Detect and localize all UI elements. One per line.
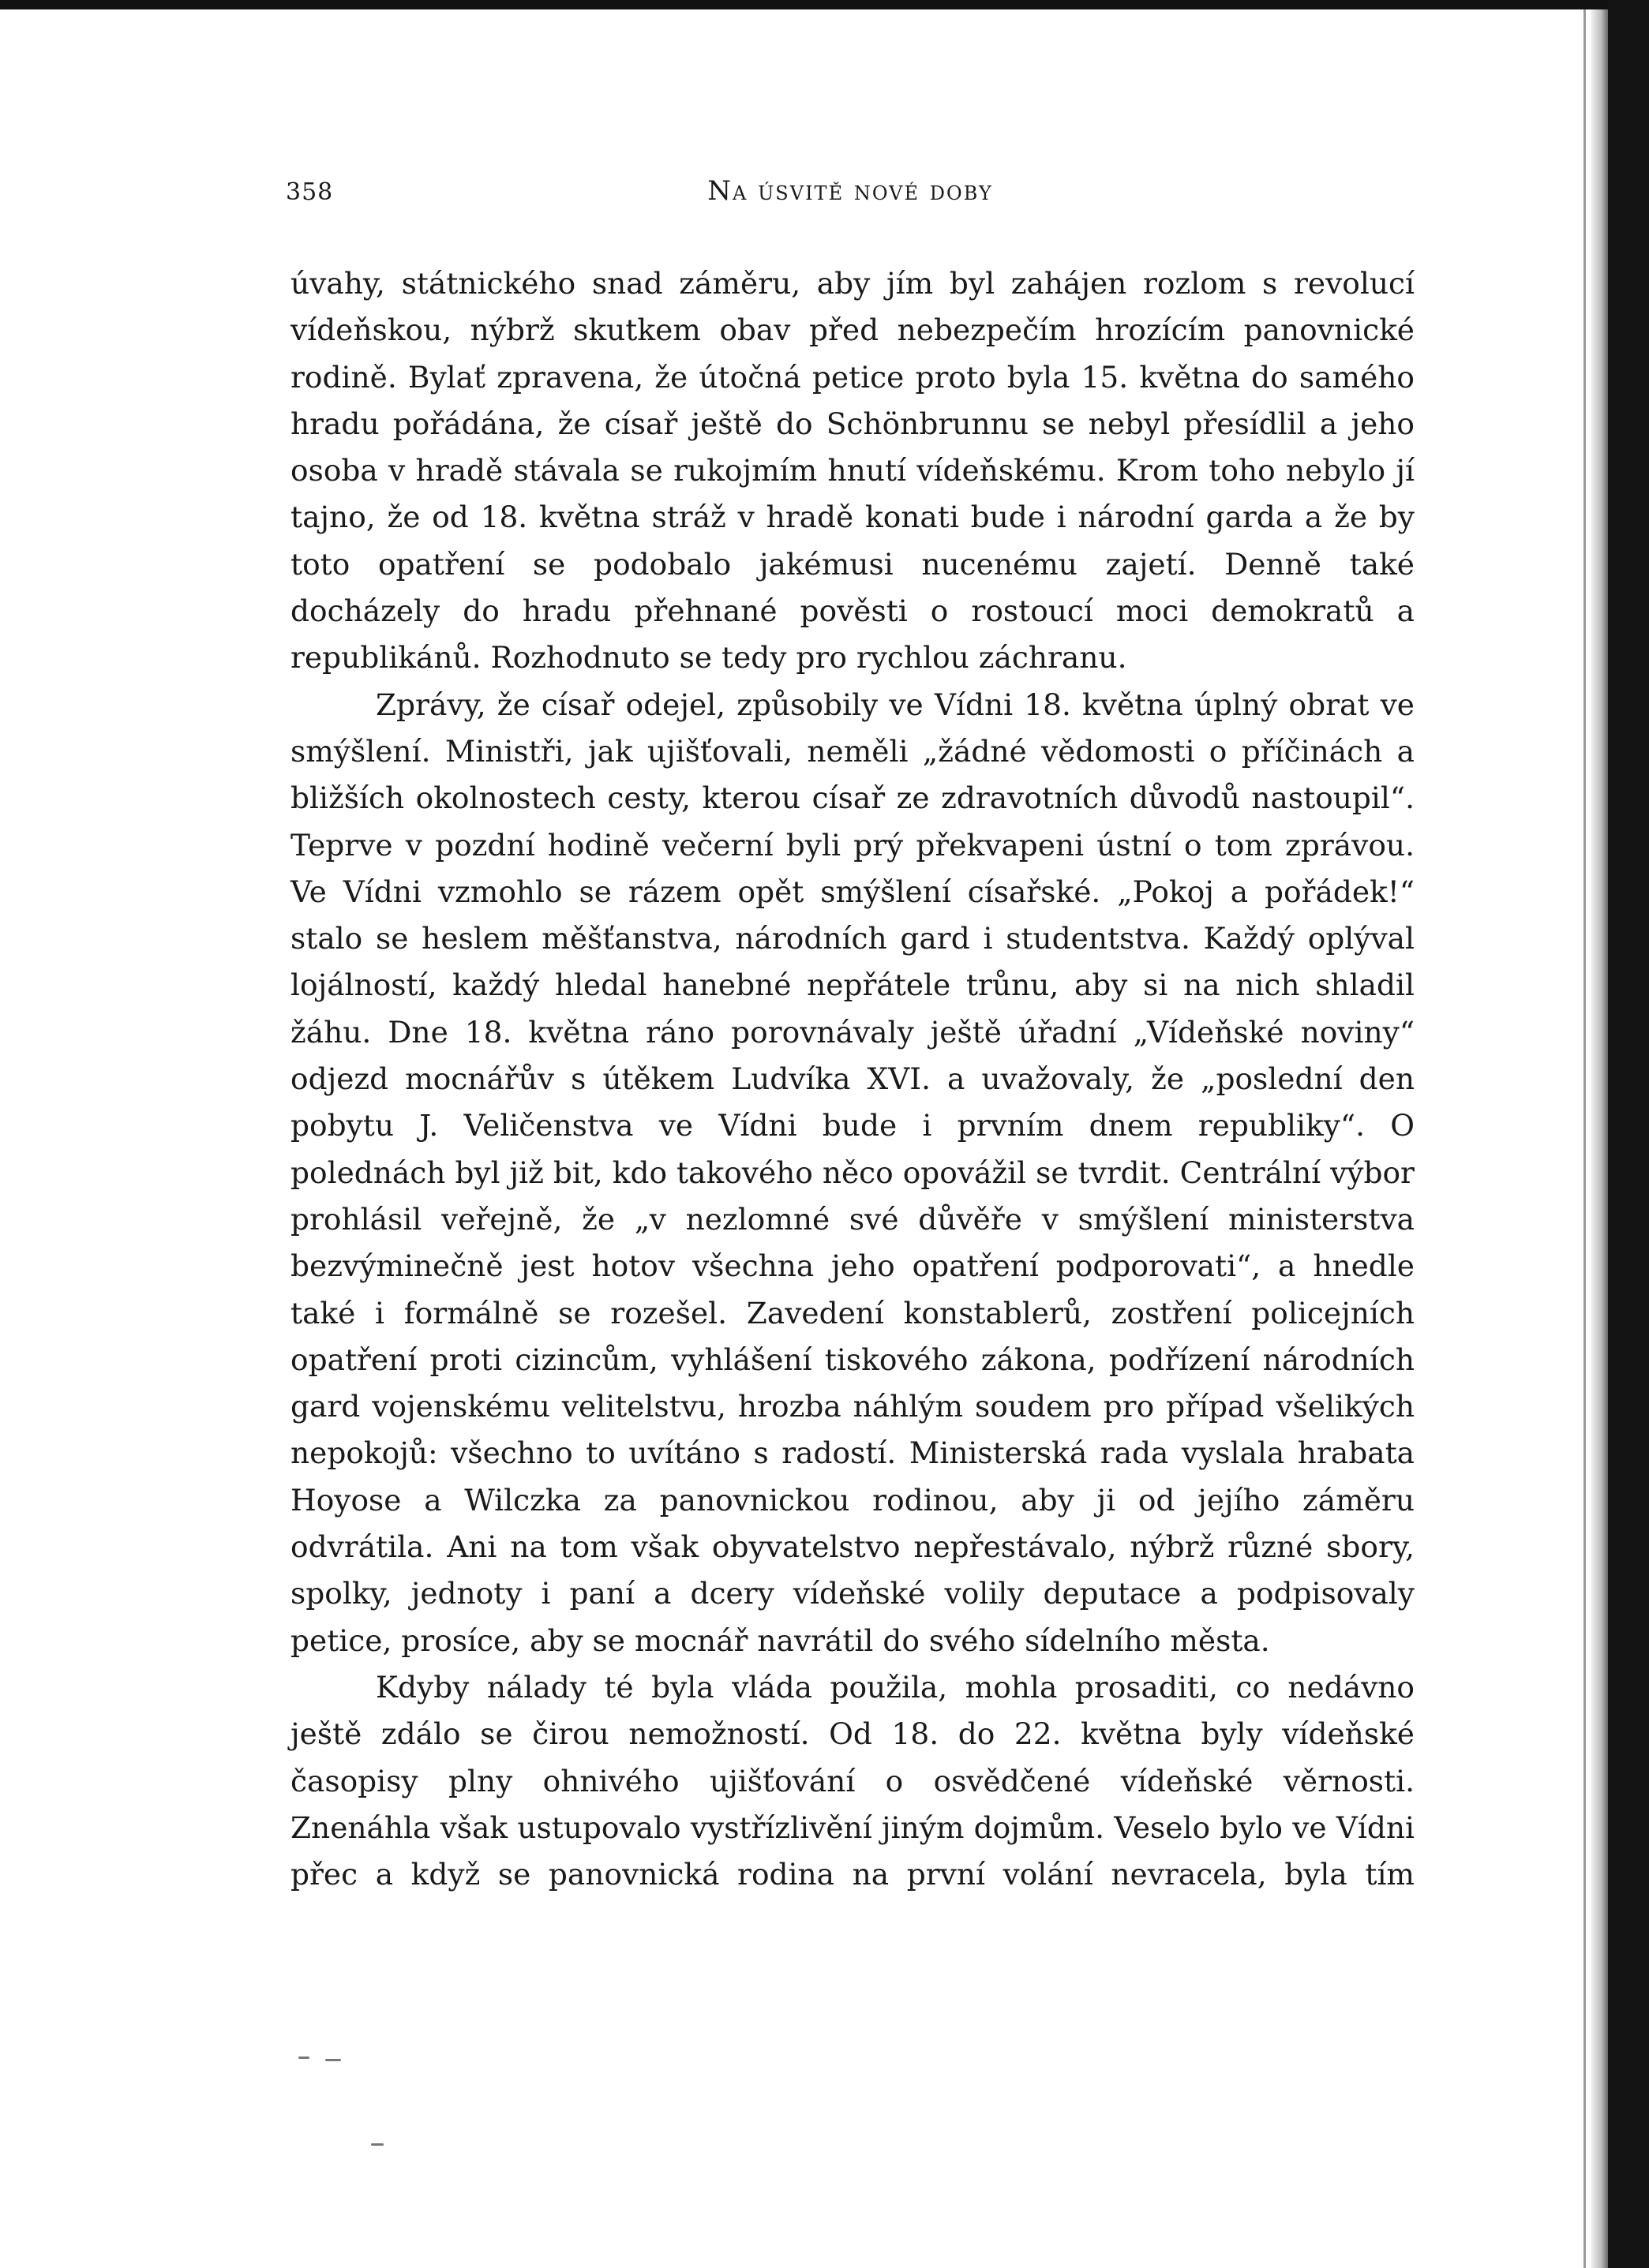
scan-smudge	[298, 2057, 309, 2059]
scan-right-border	[1608, 0, 1649, 2268]
body-text	[290, 260, 1415, 1898]
page-edge-line	[1583, 9, 1586, 2268]
scan-top-border	[0, 0, 1649, 9]
page-edge-shadow	[1591, 9, 1608, 2268]
scan-smudge	[371, 2143, 384, 2146]
page-header	[286, 172, 1415, 211]
paragraph: Kdyby nálady té byla vláda použila, mohla prosaditi, co nedávno ještě zdálo se čirou nemožností. Od 18. do 22. května byly vídeňské časopisy plny ohnivého ujišťování o osvědčené vídeňské věrnosti. Znenáhla však ustupovalo vystřízlivění jiným dojmům. Veselo bylo ve Vídni přec a když se panovnická rodina na první volání nevracela, byla tím	[290, 1669, 1415, 1892]
page-number: 358	[286, 178, 334, 206]
running-title: Na úsvitě nové doby	[707, 175, 993, 207]
paragraph: Zprávy, že císař odejel, způsobily ve Vídni 18. května úplný obrat ve smýšlení. Ministři, jak ujišťovali, neměli „žádné vědomosti o příčinách a bližších okolnostech cesty, kterou císař ze zdravotních důvodů nastoupil“. Teprve v pozdní hodině večerní byli prý překvapeni ústní o tom zprávou. Ve Vídni vzmohlo se rázem opět smýšlení císařské. „Pokoj a pořádek!“ stalo se heslem měšťanstva, národních gard i studentstva. Každý oplýval lojálností, každý hledal hanebné nepřátele trůnu, aby si na nich shladil žáhu. Dne 18. května ráno porovnávaly ještě úřadní „Vídeňské noviny“ odjezd mocnářův s útěkem Ludvíka XVI. a uvažovaly, že „poslední den pobytu J. Veličenstva ve Vídni bude i prvním dnem republiky“. O polednách byl již bit, kdo takového něco opovážil se tvrdit. Centrální výbor prohlásil veřejně, že „v nezlomné své důvěře v smýšlení ministerstva bezvýminečně jest hotov všechna jeho opatření podporovati“, a hnedle také i formálně se rozešel. Zavedení konstablerů, zostření policejních opatření proti cizincům, vyhlášení tiskového zákona, podřízení národních gard vojenskému velitelstvu, hrozba náhlým soudem pro případ všelikých nepokojů: všechno to uvítáno s radostí. Ministerská rada vyslala hrabata Hoyose a Wilczka za panovnickou rodinou, aby ji od jejího záměru odvrátila. Ani na tom však obyvatelstvo nepřestávalo, nýbrž různé sbory, spolky, jednoty i paní a dcery vídeňské volily deputace a podpisovaly petice, prosíce, aby se mocnář navrátil do svého sídelního města.	[290, 687, 1415, 1658]
scan-smudge	[325, 2059, 341, 2061]
paragraph: úvahy, státnického snad záměru, aby jím byl zahájen rozlom s revolucí vídeňskou, nýbrž skutkem obav před nebezpečím hrozícím panovnické rodině. Bylať zpravena, že útočná petice proto byla 15. května do samého hradu pořádána, že císař ještě do Schönbrunnu se nebyl přesídlil a jeho osoba v hradě stávala se rukojmím hnutí vídeňskému. Krom toho nebylo jí tajno, že od 18. května stráž v hradě konati bude i národní garda a že by toto opatření se podobalo jakémusi nucenému zajetí. Denně také docházely do hradu přehnané pověsti o rostoucí moci demokratů a republikánů. Rozhodnuto se tedy pro rychlou záchranu.	[290, 266, 1415, 676]
